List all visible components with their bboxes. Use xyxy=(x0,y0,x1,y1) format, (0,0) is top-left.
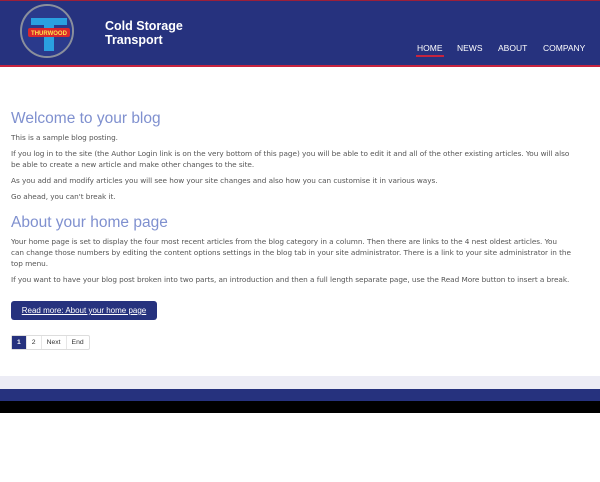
brand-line-2: Transport xyxy=(105,33,163,47)
nav-item-about[interactable]: ABOUT xyxy=(498,43,528,53)
blog-article-welcome xyxy=(11,110,571,202)
footer-top-strip xyxy=(0,376,600,389)
main-navigation xyxy=(0,43,600,57)
article-paragraph: Go ahead, you can't break it. xyxy=(11,192,116,201)
footer-bottom-bar xyxy=(0,401,600,413)
pagination-next[interactable]: Next xyxy=(41,336,66,349)
brand-line-1: Cold Storage xyxy=(105,19,183,33)
pagination-page-2[interactable]: 2 xyxy=(26,336,41,349)
site-header xyxy=(0,0,600,67)
logo-text: THURWOOD xyxy=(31,31,67,38)
nav-item-company[interactable]: COMPANY xyxy=(543,43,586,53)
read-more-button[interactable]: Read more: About your home page xyxy=(11,301,157,320)
article-paragraph: Your home page is set to display the four most recent articles from the blog category in a column. Then there are links to the 4 nest oldest articles. You can change those numbers by editing the content options settings in the blog tab in your site administrator. There is a link to your site administrator in the top menu. xyxy=(11,237,571,268)
pagination xyxy=(11,335,90,350)
main-content xyxy=(11,110,571,346)
article-paragraph: If you want to have your blog post broken into two parts, an introduction and then a full length separate page, use the Read More button to insert a break. xyxy=(11,275,570,284)
pagination-page-1[interactable]: 1 xyxy=(12,336,26,349)
nav-item-news[interactable]: NEWS xyxy=(457,43,483,53)
nav-item-home[interactable]: HOME xyxy=(417,43,443,53)
article-paragraph: This is a sample blog posting. xyxy=(11,133,118,142)
blog-article-home-page xyxy=(11,214,571,290)
article-title[interactable]: About your home page xyxy=(11,214,168,231)
footer-bar xyxy=(0,389,600,401)
article-paragraph: As you add and modify articles you will see how your site changes and also how you can customise it in various ways. xyxy=(11,176,438,185)
article-paragraph: If you log in to the site (the Author Login link is on the very bottom of this page) you will be able to edit it and all of the other existing articles. You will also be able to create a new article and make other changes to the site. xyxy=(11,149,570,169)
article-title[interactable]: Welcome to your blog xyxy=(11,110,161,127)
pagination-end[interactable]: End xyxy=(66,336,89,349)
